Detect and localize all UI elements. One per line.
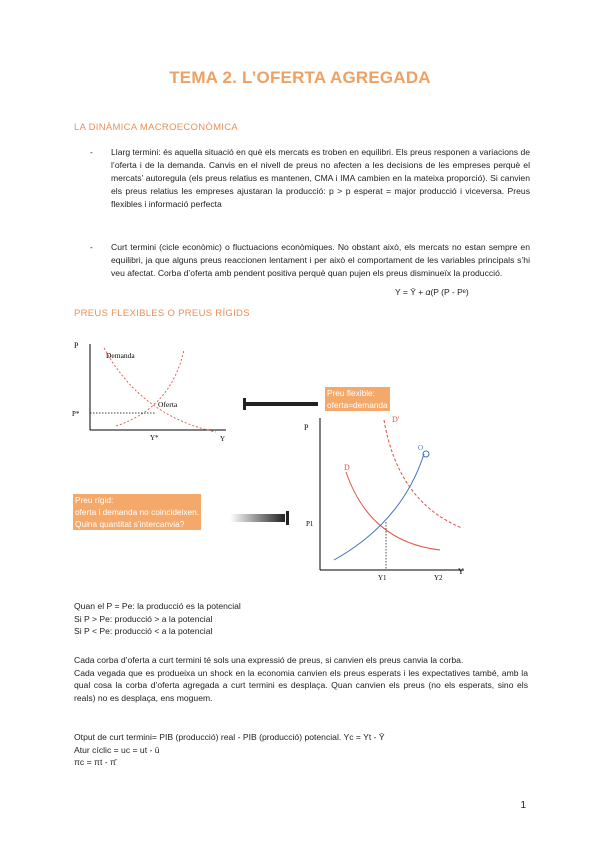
ye-label: Y* [150,434,159,442]
condition-line: Si P > Pe: producció > a la potencial [74,613,213,624]
bullet-text: Llarg termini: és aquella situació en què els mercats es troben en equilibri. Els preus responen a variacions de l’oferta i de la demanda. Canvis en el nivell de preus no afecten a les decisions de les empreses perquè el mercats’ autoregula (els preus relatius es mantenen, CMA i IMA cambien en la mateixa proporció). Si canvien els preus relatius les empreses ajustaran la producció: p > p esperat = major producció i viceversa. Preus flexibles i informació perfecta [111,147,530,209]
equation-line: πc = πt - π̄ [74,757,116,767]
conditions-list [74,600,528,638]
highlight-line: Preu rígid: [75,495,114,505]
section-heading-dynamics: LA DINÀMICA MACROECONÒMICA [74,122,239,133]
paragraph: Cada vegada que es produeixa un shock en la economia canvien els preus esperats i les expectatives també, amb la qual cosa la corba d’oferta agregada a curt termini es desplaça. Quan canvien els preus (no els esperats, sino els reals) no es desplaça, ens moguem. [74,667,528,703]
page-title: TEMA 2. L’OFERTA AGREGADA [169,68,431,87]
bullet-dash: - [90,147,93,157]
p-axis-label: P [304,423,309,432]
bullet-short-term [90,241,530,280]
rigid-price-chart [298,410,470,586]
supply-label: Oferta [158,400,178,409]
demand-label: Demanda [106,351,135,360]
highlight-flexible-price [325,387,390,411]
explanation-paragraphs [74,654,528,704]
d-prime-label: D' [392,415,400,424]
arrow-right-icon [230,510,292,526]
condition-line: Quan el P = Pe: la producció es la potencial [74,601,241,611]
p1-label: P1 [306,520,314,528]
supply-curve [116,350,184,426]
p-axis-label: P [74,341,79,350]
paragraph: Cada corba d’oferta a curt termini té sols una expressió de preus, si canvien els preus canvia la corba. [74,655,464,665]
flexible-price-chart [66,336,236,450]
condition-line: Si P < Pe: producció < a la potencial [74,626,213,636]
o-label: O [418,444,424,452]
y-axis-label: Y [220,435,226,443]
supply-formula: Y = Ȳ + 𝛼(P (P - Pᵉ) [395,287,469,297]
highlight-line: Quina quantitat s’intercanvia? [75,519,185,529]
y2-label: Y2 [434,574,443,582]
demand-curve-d-prime [384,420,462,528]
equation-line: Otput de curt termini= PIB (producció) real - PIB (producció) potencial. Yc = Yt - Ȳ [74,732,385,742]
equations-list [74,731,528,769]
demand-curve [104,348,216,432]
page-number: 1 [520,800,526,811]
section-heading-prices: PREUS FLEXIBLES O PREUS RÍGIDS [74,308,250,319]
y-axis-label: Y [458,567,464,576]
highlight-line: oferta i demanda no coincideixen. [75,507,200,517]
highlight-rigid-price [73,494,201,530]
d-label: D [344,463,350,472]
y1-label: Y1 [378,574,387,582]
bullet-text: Curt termini (cicle econòmic) o fluctuacions econòmiques. No obstant això, els mercats no estan sempre en equilibri, ja que alguns preus reaccionen lentament i per això el comportament de les variables principals s’hi veu afectat. Corba d’oferta amb pendent positiva perquè quan pujen els preus disminueïx la producció. [111,242,530,278]
pe-label: P* [72,410,80,418]
highlight-line: Preu flexible: [327,388,375,398]
highlight-line: oferta=demanda [327,400,388,410]
bullet-long-term [90,146,530,211]
bullet-dash: - [90,242,93,252]
equation-line: Atur cíclic = uc = ut - ū [74,744,160,755]
